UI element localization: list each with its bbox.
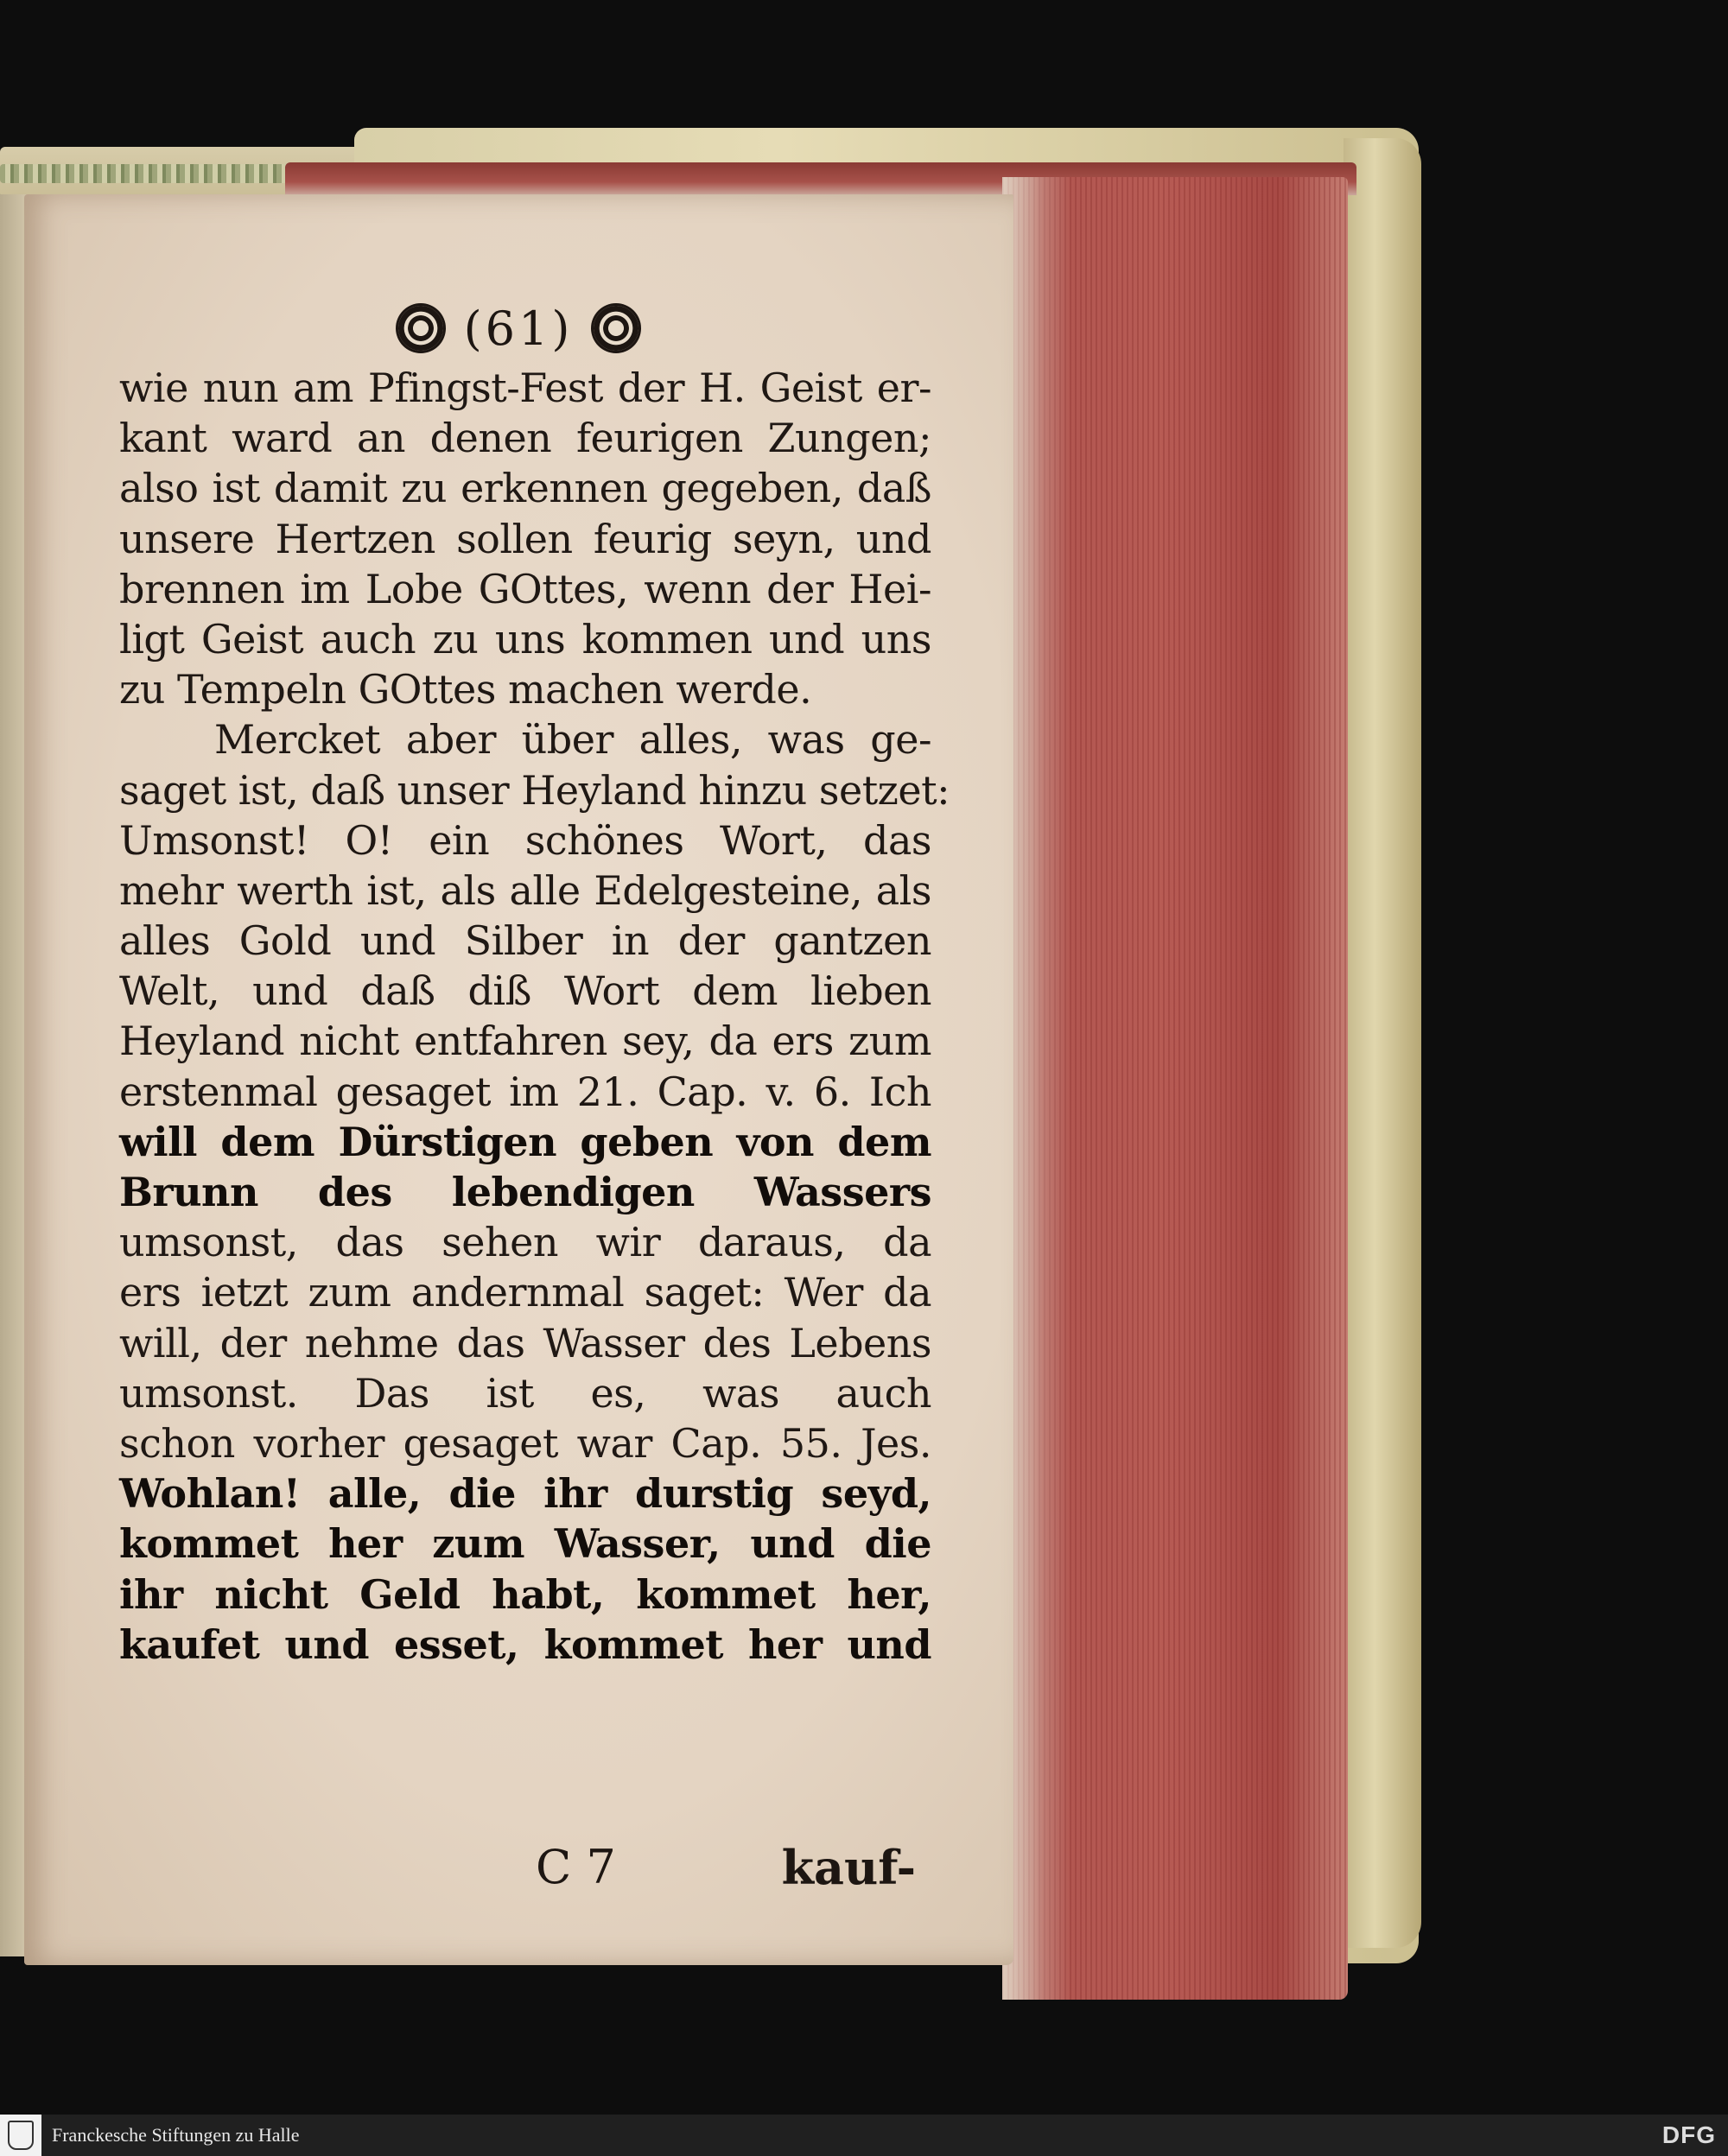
text-line: Wohlan! alle, die ihr durstig seyd,	[119, 1470, 931, 1518]
institution-logo-icon	[0, 2115, 41, 2156]
institution-name: Franckesche Stiftungen zu Halle	[52, 2124, 300, 2146]
headband	[0, 164, 328, 183]
text-line: schon vorher gesaget war Cap. 55. Jes.	[119, 1419, 931, 1467]
text-line: ers ietzt zum andernmal saget: Wer da	[119, 1269, 931, 1316]
page-header	[372, 298, 665, 358]
text-line: Welt, und daß diß Wort dem lieben	[119, 967, 931, 1015]
cover-edge	[1344, 138, 1421, 1948]
page-body-text	[119, 363, 950, 1670]
text-line: saget ist, daß unser Heyland hinzu setzet:	[119, 766, 950, 814]
flower-ornament-icon	[398, 306, 443, 351]
text-line: umsonst, das sehen wir daraus, da	[119, 1219, 931, 1266]
text-line: alles Gold und Silber in der gantzen	[119, 917, 931, 965]
text-line: Brunn des lebendigen Wassers	[119, 1169, 931, 1215]
page-number: (61)	[463, 301, 574, 356]
text-line: ligt Geist auch zu uns kommen und uns	[119, 615, 931, 663]
text-line: mehr werth ist, als alle Edelgesteine, als	[119, 866, 931, 914]
text-line: Umsonst! O! ein schönes Wort, das	[119, 816, 931, 864]
text-line: will, der nehme das Wasser des Lebens	[119, 1319, 931, 1367]
text-line: kommet her zum Wasser, und die	[119, 1520, 931, 1568]
institution-bar	[0, 2115, 1728, 2156]
text-line: wie nun am Pfingst-Fest der H. Geist er-	[119, 365, 931, 411]
text-line: erstenmal gesaget im 21. Cap. v. 6. Ich	[119, 1068, 931, 1115]
text-line: unsere Hertzen sollen feurig seyn, und	[119, 515, 931, 562]
text-line: umsonst. Das ist es, was auch	[119, 1369, 931, 1417]
signature-mark: C 7	[536, 1840, 616, 1894]
text-line: brennen im Lobe GOttes, wenn der Hei-	[119, 565, 931, 612]
flower-ornament-icon	[594, 306, 638, 351]
text-line: Heyland nicht entfahren sey, da ers zum	[119, 1018, 931, 1065]
page-footer	[536, 1840, 916, 1900]
text-line: will dem Dürstigen geben von dem	[119, 1118, 931, 1165]
catchword: kauf-	[781, 1840, 916, 1895]
text-line: zu Tempeln GOttes machen werde.	[119, 666, 812, 713]
dfg-badge: DFG	[1661, 2121, 1716, 2148]
text-line: kant ward an denen feurigen Zungen;	[119, 415, 931, 462]
text-line: also ist damit zu erkennen gegeben, daß	[119, 465, 931, 512]
text-line: kaufet und esset, kommet her und	[119, 1620, 931, 1668]
text-line: ihr nicht Geld habt, kommet her,	[119, 1570, 931, 1618]
text-line: Mercket aber über alles, was ge-	[214, 716, 931, 764]
